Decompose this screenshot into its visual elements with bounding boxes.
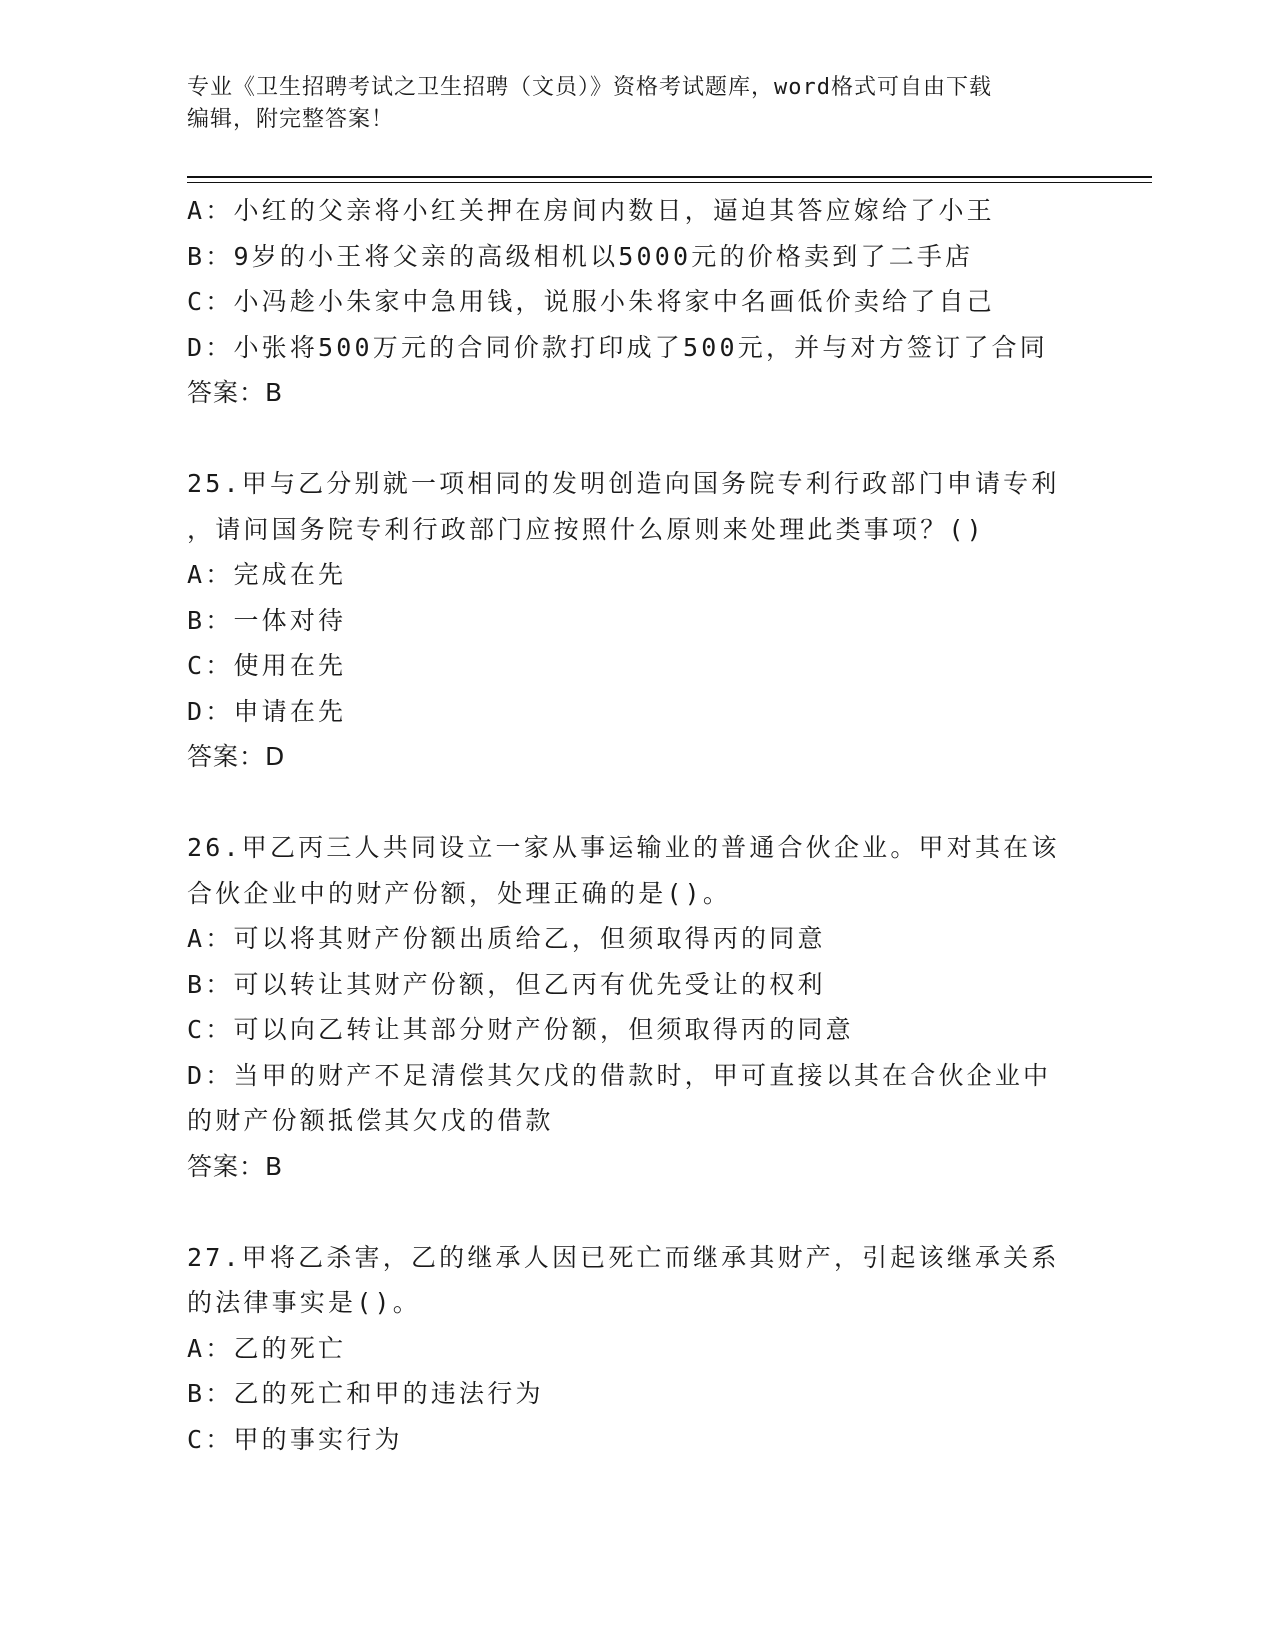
- answer: 答案：D: [187, 742, 286, 771]
- option-d: D：小张将500万元的合同价款打印成了500元，并与对方签订了合同: [187, 332, 1048, 362]
- question-stem: 27.甲将乙杀害，乙的继承人因已死亡而继承其财产，引起该继承关系: [187, 1242, 1060, 1272]
- option-d: D：申请在先: [187, 696, 347, 726]
- option-a: A：完成在先: [187, 560, 347, 589]
- question-list: [187, 188, 1087, 1462]
- option-a: A：可以将其财产份额出质给乙，但须取得丙的同意: [187, 924, 826, 953]
- header-divider-thick: [187, 176, 1152, 178]
- header-line-2: 编辑，附完整答案！: [187, 107, 395, 132]
- question-26: [187, 825, 1087, 1189]
- option-a: A：乙的死亡: [187, 1333, 347, 1363]
- option-d: D：当甲的财产不足清偿其欠戊的借款时，甲可直接以其在合伙企业中: [187, 1060, 1052, 1090]
- header-divider-thin: [187, 182, 1152, 183]
- header-line-1: 专业《卫生招聘考试之卫生招聘（文员）》资格考试题库，word格式可自由下载: [187, 75, 992, 100]
- option-c: C：小冯趁小朱家中急用钱，说服小朱将家中名画低价卖给了自己: [187, 287, 995, 316]
- option-b: B：可以转让其财产份额，但乙丙有优先受让的权利: [187, 969, 826, 999]
- option-c: C：可以向乙转让其部分财产份额，但须取得丙的同意: [187, 1015, 854, 1044]
- option-c: C：甲的事实行为: [187, 1424, 403, 1454]
- spacer: [187, 416, 1087, 462]
- question-stem: ，请问国务院专利行政部门应按照什么原则来处理此类事项？(): [187, 514, 985, 544]
- option-d-continued: 的财产份额抵偿其欠戊的借款: [187, 1106, 554, 1135]
- document-header: [187, 72, 1067, 136]
- question-stem: 25.甲与乙分别就一项相同的发明创造向国务院专利行政部门申请专利: [187, 469, 1060, 498]
- option-b: B：一体对待: [187, 605, 347, 635]
- option-b: B：9岁的小王将父亲的高级相机以5000元的价格卖到了二手店: [187, 241, 974, 271]
- option-a: A：小红的父亲将小红关押在房间内数日，逼迫其答应嫁给了小王: [187, 196, 995, 225]
- answer: 答案：B: [187, 1151, 284, 1181]
- question-stem: 的法律事实是()。: [187, 1288, 421, 1317]
- option-b: B：乙的死亡和甲的违法行为: [187, 1379, 544, 1408]
- spacer: [187, 780, 1087, 826]
- spacer: [187, 1189, 1087, 1235]
- option-c: C：使用在先: [187, 651, 347, 680]
- answer: 答案：B: [187, 378, 284, 407]
- question-25: [187, 461, 1087, 780]
- question-27: [187, 1235, 1087, 1463]
- question-24: [187, 188, 1087, 416]
- question-stem: 合伙企业中的财产份额，处理正确的是()。: [187, 878, 732, 908]
- question-stem: 26.甲乙丙三人共同设立一家从事运输业的普通合伙企业。甲对其在该: [187, 833, 1060, 862]
